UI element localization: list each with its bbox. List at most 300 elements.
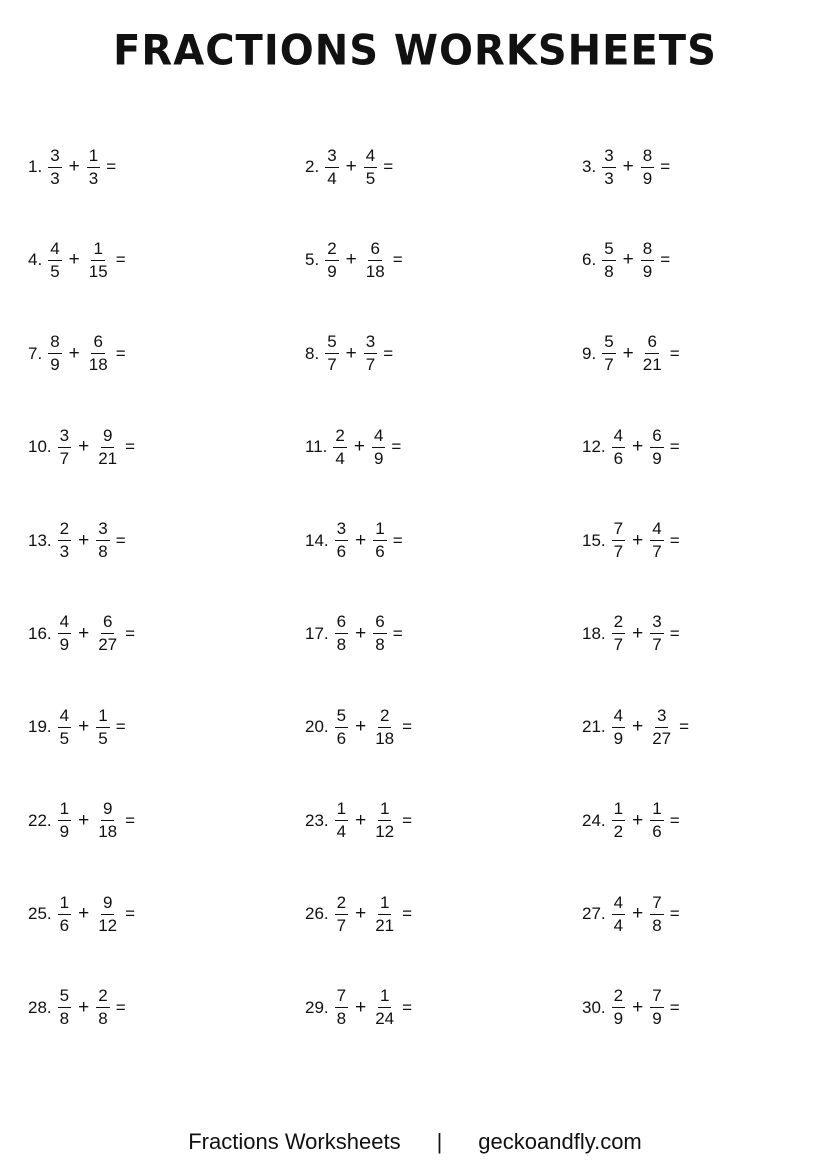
- second-fraction: [373, 893, 396, 936]
- numerator: 9: [101, 893, 114, 915]
- problem-number: 2.: [305, 157, 320, 176]
- first-fraction: [602, 239, 615, 282]
- numerator: 1: [373, 519, 386, 541]
- fraction-problem: [305, 518, 582, 564]
- numerator: 8: [48, 332, 61, 354]
- first-fraction: [48, 239, 61, 282]
- second-fraction: [373, 612, 386, 655]
- second-fraction: [96, 426, 119, 469]
- denominator: 9: [642, 261, 653, 281]
- second-fraction: [650, 799, 663, 842]
- equals-sign: =: [383, 157, 394, 176]
- fraction-problem: [28, 985, 305, 1031]
- second-fraction: [96, 799, 119, 842]
- denominator: 5: [365, 168, 376, 188]
- denominator: 9: [59, 635, 70, 655]
- problem-number: 9.: [582, 343, 597, 363]
- second-fraction: [87, 239, 110, 282]
- second-fraction: [372, 426, 385, 469]
- numerator: 3: [96, 519, 109, 541]
- fraction-problem: [28, 704, 305, 750]
- equals-sign: =: [669, 437, 680, 457]
- denominator: 8: [98, 542, 108, 562]
- numerator: 9: [101, 799, 114, 821]
- first-fraction: [612, 893, 625, 936]
- first-fraction: [335, 612, 348, 655]
- plus-operator: +: [632, 903, 644, 925]
- denominator: 18: [88, 355, 108, 375]
- denominator: 3: [88, 168, 99, 188]
- denominator: 27: [652, 728, 672, 748]
- first-fraction: [58, 519, 71, 562]
- denominator: 9: [373, 448, 384, 468]
- numerator: 5: [325, 332, 338, 354]
- fraction-problem: [305, 611, 582, 657]
- fraction-problem: [582, 798, 802, 844]
- first-fraction: [335, 519, 348, 562]
- denominator: 8: [59, 1009, 70, 1029]
- numerator: 5: [58, 986, 71, 1008]
- equals-sign: =: [679, 717, 690, 737]
- equals-sign: =: [669, 904, 680, 924]
- denominator: 21: [642, 355, 662, 375]
- first-fraction: [335, 706, 348, 749]
- denominator: 7: [652, 542, 662, 562]
- first-fraction: [612, 799, 625, 842]
- denominator: 7: [59, 448, 70, 468]
- denominator: 5: [50, 261, 60, 281]
- problem-number: 5.: [305, 250, 320, 270]
- second-fraction: [650, 893, 663, 936]
- numerator: 6: [645, 332, 658, 354]
- equals-sign: =: [402, 717, 413, 737]
- equals-sign: =: [392, 530, 403, 550]
- plus-operator: +: [68, 156, 80, 177]
- numerator: 1: [612, 799, 625, 821]
- equals-sign: =: [115, 717, 126, 737]
- plus-operator: +: [355, 809, 367, 831]
- numerator: 3: [48, 146, 61, 168]
- first-fraction: [335, 799, 348, 842]
- plus-operator: +: [622, 249, 634, 271]
- numerator: 7: [650, 893, 663, 915]
- equals-sign: =: [392, 623, 403, 643]
- problem-number: 6.: [582, 250, 597, 270]
- plus-operator: +: [632, 996, 644, 1018]
- numerator: 2: [612, 612, 625, 634]
- first-fraction: [58, 426, 71, 469]
- equals-sign: =: [402, 904, 413, 924]
- denominator: 9: [652, 1009, 662, 1029]
- fraction-problem: [582, 144, 802, 190]
- problem-number: 20.: [305, 717, 329, 737]
- problem-grid: [28, 144, 802, 1078]
- numerator: 2: [325, 239, 338, 261]
- equals-sign: =: [115, 997, 126, 1017]
- problem-number: 12.: [582, 437, 606, 457]
- denominator: 6: [336, 728, 347, 748]
- fraction-problem: [582, 985, 802, 1031]
- problem-number: 1.: [28, 157, 43, 176]
- numerator: 4: [612, 706, 625, 728]
- problem-number: 11.: [305, 437, 328, 457]
- first-fraction: [335, 986, 348, 1029]
- denominator: 3: [59, 542, 70, 562]
- equals-sign: =: [125, 623, 136, 643]
- fraction-problem: [28, 424, 305, 470]
- fraction-problem: [582, 237, 802, 283]
- denominator: 27: [98, 635, 118, 655]
- numerator: 1: [335, 799, 348, 821]
- second-fraction: [373, 519, 386, 562]
- numerator: 4: [372, 426, 385, 448]
- fraction-problem: [305, 144, 582, 190]
- equals-sign: =: [383, 343, 394, 363]
- denominator: 3: [604, 168, 614, 188]
- denominator: 7: [336, 915, 347, 935]
- first-fraction: [325, 146, 338, 189]
- denominator: 24: [375, 1009, 395, 1029]
- footer-title: Fractions Worksheets: [188, 1129, 401, 1154]
- plus-operator: +: [355, 716, 367, 738]
- problem-number: 19.: [28, 717, 52, 737]
- numerator: 3: [602, 146, 615, 168]
- numerator: 2: [333, 426, 346, 448]
- first-fraction: [612, 706, 625, 749]
- numerator: 6: [650, 426, 663, 448]
- equals-sign: =: [106, 157, 117, 176]
- denominator: 18: [98, 822, 118, 842]
- footer-separator: |: [436, 1129, 443, 1154]
- problem-number: 15.: [582, 530, 606, 550]
- numerator: 6: [368, 239, 381, 261]
- fraction-problem: [28, 144, 305, 190]
- first-fraction: [58, 706, 71, 749]
- fraction-problem: [582, 518, 802, 564]
- first-fraction: [58, 893, 71, 936]
- plus-operator: +: [78, 529, 90, 551]
- denominator: 7: [652, 635, 662, 655]
- denominator: 9: [613, 1009, 624, 1029]
- denominator: 12: [375, 822, 395, 842]
- first-fraction: [58, 799, 71, 842]
- second-fraction: [96, 986, 109, 1029]
- numerator: 7: [335, 986, 348, 1008]
- denominator: 7: [365, 355, 376, 375]
- plus-operator: +: [78, 809, 90, 831]
- denominator: 6: [652, 822, 662, 842]
- denominator: 8: [98, 1009, 108, 1029]
- first-fraction: [48, 332, 61, 375]
- numerator: 1: [378, 986, 391, 1008]
- equals-sign: =: [115, 530, 126, 550]
- fraction-problem: [305, 798, 582, 844]
- problem-number: 21.: [582, 717, 606, 737]
- second-fraction: [650, 706, 673, 749]
- denominator: 8: [652, 915, 662, 935]
- problem-number: 23.: [305, 810, 329, 830]
- second-fraction: [96, 893, 119, 936]
- first-fraction: [602, 332, 615, 375]
- plus-operator: +: [78, 903, 90, 925]
- second-fraction: [650, 612, 663, 655]
- problem-number: 13.: [28, 530, 52, 550]
- denominator: 5: [98, 728, 108, 748]
- denominator: 18: [375, 728, 395, 748]
- problem-number: 17.: [305, 623, 329, 643]
- numerator: 3: [325, 146, 338, 168]
- numerator: 6: [91, 332, 104, 354]
- denominator: 4: [335, 448, 345, 468]
- problem-number: 10.: [28, 437, 52, 457]
- problem-number: 8.: [305, 343, 320, 363]
- equals-sign: =: [402, 997, 413, 1017]
- second-fraction: [650, 519, 663, 562]
- numerator: 3: [364, 332, 377, 354]
- second-fraction: [641, 239, 654, 282]
- denominator: 4: [613, 915, 624, 935]
- plus-operator: +: [78, 622, 90, 644]
- first-fraction: [612, 612, 625, 655]
- first-fraction: [612, 426, 625, 469]
- denominator: 8: [604, 261, 614, 281]
- plus-operator: +: [632, 716, 644, 738]
- numerator: 1: [650, 799, 663, 821]
- second-fraction: [96, 706, 109, 749]
- equals-sign: =: [669, 997, 680, 1017]
- fraction-problem: [28, 891, 305, 937]
- problem-number: 14.: [305, 530, 329, 550]
- second-fraction: [96, 612, 119, 655]
- problem-number: 25.: [28, 904, 52, 924]
- first-fraction: [612, 519, 625, 562]
- denominator: 12: [98, 915, 118, 935]
- second-fraction: [650, 986, 663, 1029]
- denominator: 8: [375, 635, 385, 655]
- second-fraction: [641, 146, 654, 189]
- numerator: 9: [101, 426, 114, 448]
- denominator: 7: [327, 355, 337, 375]
- denominator: 7: [604, 355, 614, 375]
- numerator: 2: [58, 519, 71, 541]
- fraction-problem: [305, 704, 582, 750]
- numerator: 5: [602, 332, 615, 354]
- denominator: 4: [336, 822, 347, 842]
- plus-operator: +: [345, 156, 357, 177]
- denominator: 15: [88, 261, 108, 281]
- plus-operator: +: [622, 342, 634, 364]
- problem-number: 28.: [28, 997, 52, 1017]
- numerator: 6: [373, 612, 386, 634]
- plus-operator: +: [78, 996, 90, 1018]
- denominator: 9: [50, 355, 60, 375]
- problem-number: 18.: [582, 623, 606, 643]
- numerator: 8: [641, 146, 654, 168]
- denominator: 5: [59, 728, 70, 748]
- equals-sign: =: [669, 810, 680, 830]
- problem-number: 16.: [28, 623, 52, 643]
- page-title: FRACTIONS WORKSHEETS: [113, 26, 717, 76]
- numerator: 7: [650, 986, 663, 1008]
- fraction-problem: [28, 237, 305, 283]
- denominator: 8: [336, 635, 347, 655]
- numerator: 1: [87, 146, 100, 168]
- second-fraction: [87, 146, 100, 189]
- plus-operator: +: [353, 436, 365, 458]
- second-fraction: [373, 986, 396, 1029]
- numerator: 5: [335, 706, 348, 728]
- plus-operator: +: [632, 529, 644, 551]
- numerator: 4: [58, 612, 71, 634]
- second-fraction: [96, 519, 109, 562]
- problem-number: 7.: [28, 343, 43, 363]
- denominator: 2: [613, 822, 624, 842]
- fraction-problem: [582, 704, 802, 750]
- footer-website: geckoandfly.com: [478, 1129, 642, 1154]
- second-fraction: [641, 332, 664, 375]
- numerator: 1: [378, 799, 391, 821]
- problem-number: 29.: [305, 997, 329, 1017]
- denominator: 6: [336, 542, 347, 562]
- problem-number: 22.: [28, 810, 52, 830]
- problem-number: 26.: [305, 904, 329, 924]
- denominator: 8: [336, 1009, 347, 1029]
- numerator: 4: [48, 239, 61, 261]
- plus-operator: +: [68, 342, 80, 364]
- numerator: 1: [58, 799, 71, 821]
- numerator: 6: [335, 612, 348, 634]
- denominator: 6: [59, 915, 70, 935]
- second-fraction: [373, 799, 396, 842]
- plus-operator: +: [632, 622, 644, 644]
- denominator: 4: [327, 168, 337, 188]
- fraction-problem: [28, 518, 305, 564]
- numerator: 3: [58, 426, 71, 448]
- denominator: 21: [375, 915, 395, 935]
- numerator: 4: [650, 519, 663, 541]
- plus-operator: +: [632, 809, 644, 831]
- fraction-problem: [305, 424, 582, 470]
- denominator: 9: [613, 728, 624, 748]
- numerator: 2: [378, 706, 391, 728]
- denominator: 9: [59, 822, 70, 842]
- equals-sign: =: [125, 810, 136, 830]
- fraction-problem: [305, 985, 582, 1031]
- numerator: 4: [612, 893, 625, 915]
- numerator: 3: [655, 706, 668, 728]
- equals-sign: =: [669, 623, 680, 643]
- numerator: 4: [58, 706, 71, 728]
- fraction-problem: [28, 798, 305, 844]
- denominator: 9: [642, 168, 653, 188]
- problem-number: 24.: [582, 810, 606, 830]
- denominator: 9: [327, 261, 337, 281]
- first-fraction: [333, 426, 346, 469]
- numerator: 1: [96, 706, 109, 728]
- second-fraction: [364, 146, 377, 189]
- equals-sign: =: [660, 157, 671, 176]
- plus-operator: +: [622, 156, 634, 177]
- denominator: 18: [365, 261, 385, 281]
- numerator: 1: [58, 893, 71, 915]
- problem-number: 3.: [582, 157, 597, 176]
- numerator: 2: [335, 893, 348, 915]
- fraction-problem: [305, 891, 582, 937]
- fraction-problem: [582, 891, 802, 937]
- numerator: 4: [612, 426, 625, 448]
- plus-operator: +: [355, 996, 367, 1018]
- plus-operator: +: [78, 716, 90, 738]
- denominator: 9: [652, 448, 662, 468]
- second-fraction: [364, 332, 377, 375]
- equals-sign: =: [125, 437, 136, 457]
- fraction-problem: [305, 237, 582, 283]
- plus-operator: +: [68, 249, 80, 271]
- footer: [0, 1129, 830, 1155]
- second-fraction: [87, 332, 110, 375]
- first-fraction: [48, 146, 61, 189]
- plus-operator: +: [355, 903, 367, 925]
- numerator: 6: [101, 612, 114, 634]
- second-fraction: [364, 239, 387, 282]
- denominator: 6: [613, 448, 624, 468]
- equals-sign: =: [391, 437, 402, 457]
- fraction-problem: [582, 611, 802, 657]
- plus-operator: +: [345, 342, 357, 364]
- plus-operator: +: [355, 622, 367, 644]
- equals-sign: =: [669, 343, 680, 363]
- equals-sign: =: [125, 904, 136, 924]
- numerator: 4: [364, 146, 377, 168]
- first-fraction: [325, 332, 338, 375]
- first-fraction: [335, 893, 348, 936]
- second-fraction: [650, 426, 663, 469]
- numerator: 1: [91, 239, 104, 261]
- denominator: 6: [375, 542, 385, 562]
- numerator: 3: [335, 519, 348, 541]
- plus-operator: +: [345, 249, 357, 271]
- plus-operator: +: [355, 529, 367, 551]
- first-fraction: [325, 239, 338, 282]
- fraction-problem: [28, 611, 305, 657]
- equals-sign: =: [402, 810, 413, 830]
- problem-number: 30.: [582, 997, 606, 1017]
- first-fraction: [58, 612, 71, 655]
- numerator: 2: [96, 986, 109, 1008]
- fraction-problem: [28, 331, 305, 377]
- problem-number: 4.: [28, 250, 43, 270]
- equals-sign: =: [115, 250, 126, 270]
- denominator: 3: [50, 168, 60, 188]
- plus-operator: +: [78, 436, 90, 458]
- numerator: 8: [641, 239, 654, 261]
- equals-sign: =: [392, 250, 403, 270]
- denominator: 21: [98, 448, 118, 468]
- plus-operator: +: [632, 436, 644, 458]
- numerator: 1: [378, 893, 391, 915]
- second-fraction: [373, 706, 396, 749]
- numerator: 5: [602, 239, 615, 261]
- numerator: 3: [650, 612, 663, 634]
- first-fraction: [612, 986, 625, 1029]
- problem-number: 27.: [582, 904, 606, 924]
- fraction-problem: [305, 331, 582, 377]
- first-fraction: [602, 146, 615, 189]
- numerator: 7: [612, 519, 625, 541]
- denominator: 7: [613, 635, 624, 655]
- fraction-problem: [582, 424, 802, 470]
- denominator: 7: [613, 542, 624, 562]
